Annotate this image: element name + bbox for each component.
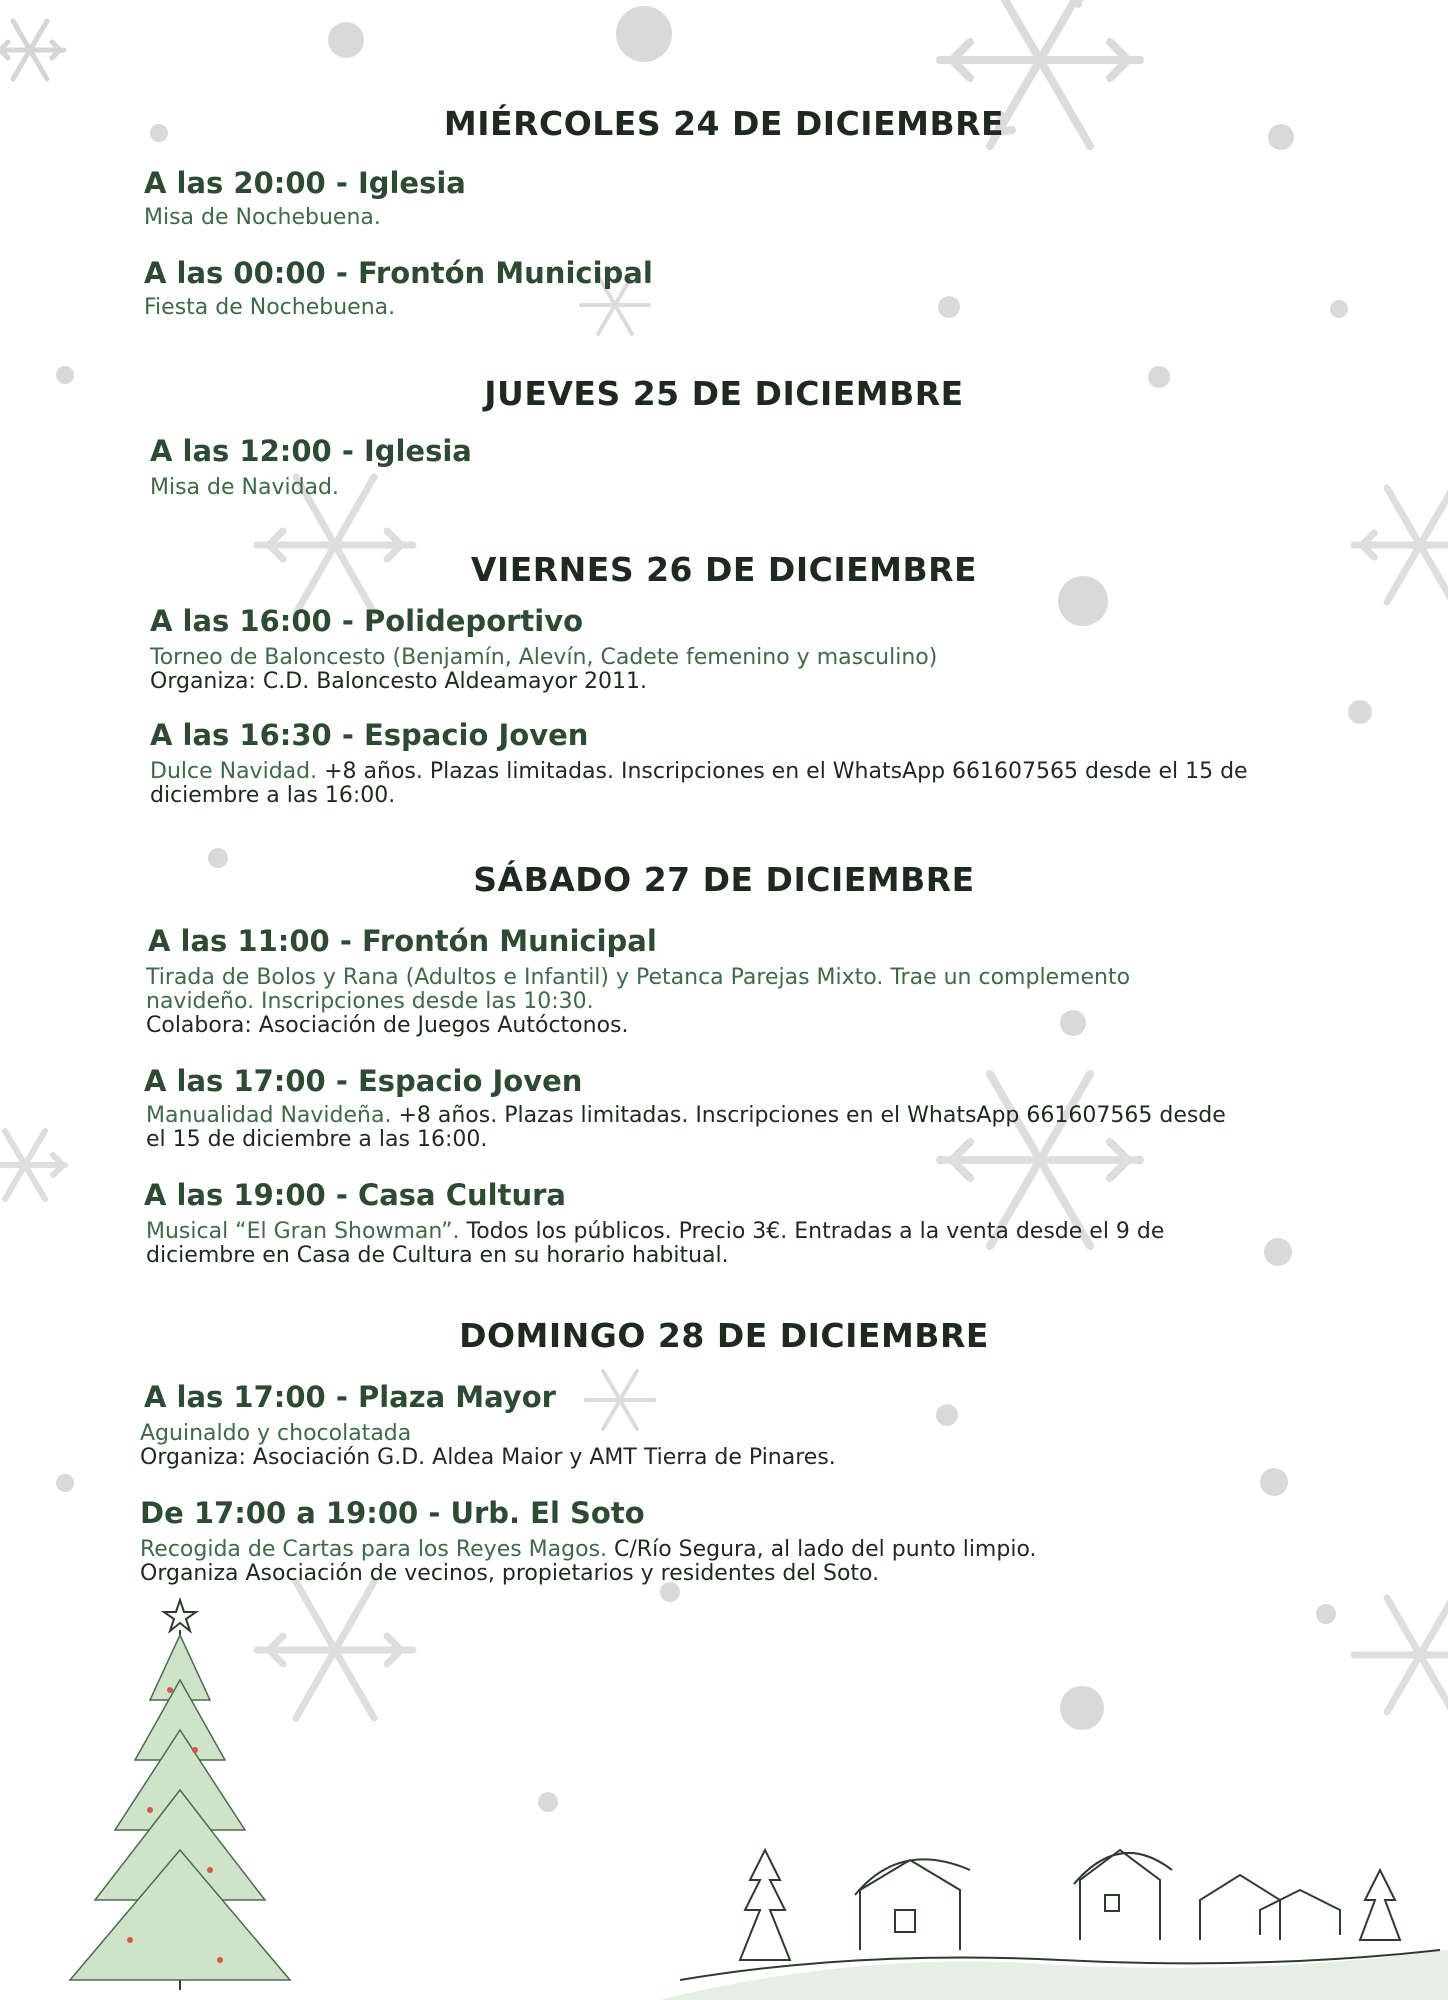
event-description: Manualidad Navideña. +8 años. Plazas limitadas. Inscripciones en el WhatsApp 661607565 desde el 15 de diciembre a las 16:00. — [146, 1103, 1226, 1152]
snow-dot — [616, 6, 672, 62]
day-title: MIÉRCOLES 24 DE DICIEMBRE — [443, 104, 1005, 143]
day-title: DOMINGO 28 DE DICIEMBRE — [459, 1316, 989, 1355]
event-description: Aguinaldo y chocolatada Organiza: Asociación G.D. Aldea Maior y AMT Tierra de Pinares. — [140, 1421, 836, 1470]
event-description: Recogida de Cartas para los Reyes Magos. C/Río Segura, al lado del punto limpio. Organiza Asociación de vecinos, propietarios y residentes del Soto. — [140, 1537, 1037, 1586]
snow-dot — [1264, 1238, 1292, 1266]
event-description: Torneo de Baloncesto (Benjamín, Alevín, Cadete femenino y masculino) Organiza: C.D. Baloncesto Aldeamayor 2011. — [150, 645, 938, 694]
snowflake-icon — [1350, 470, 1448, 620]
snow-dot — [56, 1474, 74, 1492]
event-description: Tirada de Bolos y Rana (Adultos e Infantil) y Petanca Parejas Mixto. Trae un complemento navideño. Inscripciones desde las 10:30. Colabora: Asociación de Juegos Autóctonos. — [146, 965, 1131, 1038]
event-heading: A las 16:00 - Polideportivo — [150, 604, 584, 638]
event-heading: A las 19:00 - Casa Cultura — [144, 1178, 566, 1212]
snow-dot — [1330, 300, 1348, 318]
snow-dot — [1348, 700, 1372, 724]
day-title: SÁBADO 27 DE DICIEMBRE — [473, 860, 975, 899]
event-description: Musical “El Gran Showman”. Todos los públicos. Precio 3€. Entradas a la venta desde el 9 de diciembre en Casa de Cultura en su horario habitual. — [146, 1219, 1165, 1268]
snow-dot — [1316, 1604, 1336, 1624]
day-title: VIERNES 26 DE DICIEMBRE — [470, 550, 978, 589]
event-heading: A las 17:00 - Espacio Joven — [144, 1064, 583, 1098]
snowflake-icon — [1350, 1580, 1448, 1730]
event-heading: A las 20:00 - Iglesia — [144, 166, 466, 200]
event-heading: De 17:00 a 19:00 - Urb. El Soto — [140, 1496, 645, 1530]
event-heading: A las 00:00 - Frontón Municipal — [144, 256, 653, 290]
event-heading: A las 12:00 - Iglesia — [150, 434, 472, 468]
event-heading: A las 11:00 - Frontón Municipal — [148, 924, 657, 958]
snow-dot — [1060, 1686, 1104, 1730]
event-description: Fiesta de Nochebuena. — [144, 295, 396, 320]
event-description: Misa de Nochebuena. — [144, 205, 381, 230]
snowflake-icon — [0, 1090, 70, 1240]
day-title: JUEVES 25 DE DICIEMBRE — [484, 374, 964, 413]
event-description: Dulce Navidad. +8 años. Plazas limitadas. Inscripciones en el WhatsApp 661607565 desde el 15 de diciembre a las 16:00. — [150, 759, 1248, 808]
snow-dot — [328, 22, 364, 58]
snowflake-icon — [250, 1570, 420, 1730]
event-heading: A las 16:30 - Espacio Joven — [150, 718, 589, 752]
snow-dot — [538, 1792, 558, 1812]
snow-dot — [1260, 1468, 1288, 1496]
event-description: Misa de Navidad. — [150, 475, 339, 500]
snowflake-icon — [0, 10, 70, 90]
event-heading: A las 17:00 - Plaza Mayor — [144, 1380, 556, 1414]
village-illustration — [660, 1800, 1448, 2000]
